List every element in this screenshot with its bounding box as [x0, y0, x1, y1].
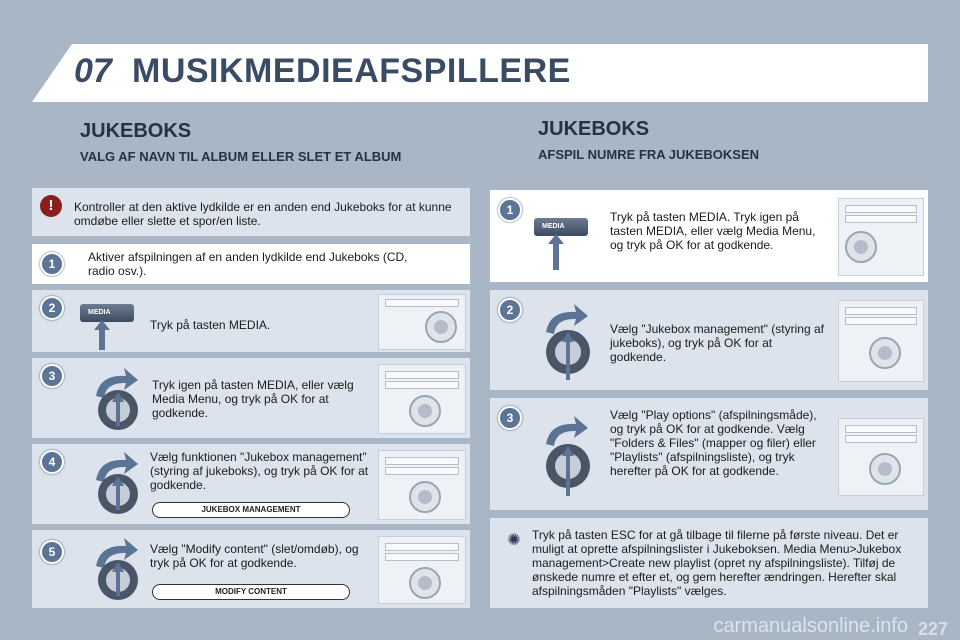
tip-panel	[490, 518, 928, 608]
chapter-title: MUSIKMEDIEAFSPILLERE	[132, 52, 571, 90]
radio-unit-image	[838, 418, 924, 496]
left-step-2	[32, 290, 470, 352]
tip-text: Tryk på tasten ESC for at gå tilbage til filerne på første niveau. Det er muligt at oprette afspilningslister i Jukeboksen. Media Menu>Jukebox management>Create new playlist (opret ny afspilningsliste). Tilføj de ønskede numre et efter et, og gem herefter ændringen. Herefter skal afspilningsmåden "Playlists" vælges.	[532, 528, 902, 598]
step-badge: 1	[40, 252, 64, 276]
step-text: Vælg "Play options" (afspilningsmåde), og tryk på OK for at godkende. Vælg "Folders & Files" (mapper og filer) eller "Playlists" (afspilningsliste), og tryk herefter på OK for at godkende.	[610, 408, 817, 478]
left-step-1	[32, 244, 470, 284]
radio-unit-image	[378, 294, 466, 350]
radio-unit-image	[378, 450, 466, 520]
radio-unit-image	[378, 536, 466, 604]
warning-icon: !	[40, 195, 62, 217]
right-subtitle: AFSPIL NUMRE FRA JUKEBOKSEN	[538, 147, 760, 162]
step-text: Tryk på tasten MEDIA.	[150, 318, 271, 332]
radio-unit-image	[838, 300, 924, 382]
sun-tip-icon: ✺	[507, 532, 521, 549]
page-number: 227	[917, 619, 948, 639]
left-step-3	[32, 358, 470, 438]
watermark: carmanualsonline.info	[713, 615, 908, 637]
step-badge: 3	[498, 406, 522, 430]
chapter-number: 07	[74, 52, 112, 90]
step-text: Tryk på tasten MEDIA. Tryk igen på tasten MEDIA, eller vælg Media Menu, og tryk på OK for at godkende.	[610, 210, 816, 252]
left-title: JUKEBOKS	[80, 120, 192, 142]
rotary-knob-icon	[536, 414, 600, 498]
step-badge: 1	[498, 198, 522, 222]
step-text: Vælg "Modify content" (slet/omdøb), og tryk på OK for at godkende.	[150, 542, 359, 570]
rotary-knob-icon	[86, 536, 150, 602]
step-text: Vælg funktionen "Jukebox management" (styring af jukeboks), og tryk på OK for at godkende.	[150, 450, 369, 492]
left-step-5	[32, 530, 470, 608]
radio-unit-image	[838, 198, 924, 276]
step-badge: 2	[40, 296, 64, 320]
step-badge: 2	[498, 298, 522, 322]
rotary-knob-icon	[536, 302, 600, 382]
step-text: Aktiver afspilningen af en anden lydkilde end Jukeboks (CD, radio osv.).	[88, 250, 408, 278]
right-step-2	[490, 290, 928, 390]
warning-text: Kontroller at den aktive lydkilde er en anden end Jukeboks for at kunne omdøbe eller slette et spor/en liste.	[74, 200, 452, 228]
radio-unit-image	[378, 364, 466, 434]
step-badge: 3	[40, 364, 64, 388]
arrow-up-icon	[92, 320, 112, 350]
left-subtitle: VALG AF NAVN TIL ALBUM ELLER SLET ET ALBUM	[80, 149, 402, 164]
media-key-icon: MEDIA	[80, 304, 134, 322]
left-section-title	[80, 120, 401, 164]
step-text: Tryk igen på tasten MEDIA, eller vælg Media Menu, og tryk på OK for at godkende.	[152, 378, 354, 420]
rotary-knob-icon	[86, 450, 150, 516]
right-step-3	[490, 398, 928, 510]
step-badge: 5	[40, 540, 64, 564]
menu-label: JUKEBOX MANAGEMENT	[152, 502, 350, 518]
right-title: JUKEBOKS	[538, 118, 650, 140]
warning-panel	[32, 188, 470, 236]
step-text: Vælg "Jukebox management" (styring af jukeboks), og tryk på OK for at godkende.	[610, 322, 824, 364]
right-section-title	[538, 118, 759, 162]
right-step-1	[490, 190, 928, 282]
arrow-up-icon	[546, 234, 566, 270]
media-key-icon: MEDIA	[534, 218, 588, 236]
menu-label: MODIFY CONTENT	[152, 584, 350, 600]
step-badge: 4	[40, 450, 64, 474]
left-step-4	[32, 444, 470, 524]
rotary-knob-icon	[86, 366, 150, 432]
